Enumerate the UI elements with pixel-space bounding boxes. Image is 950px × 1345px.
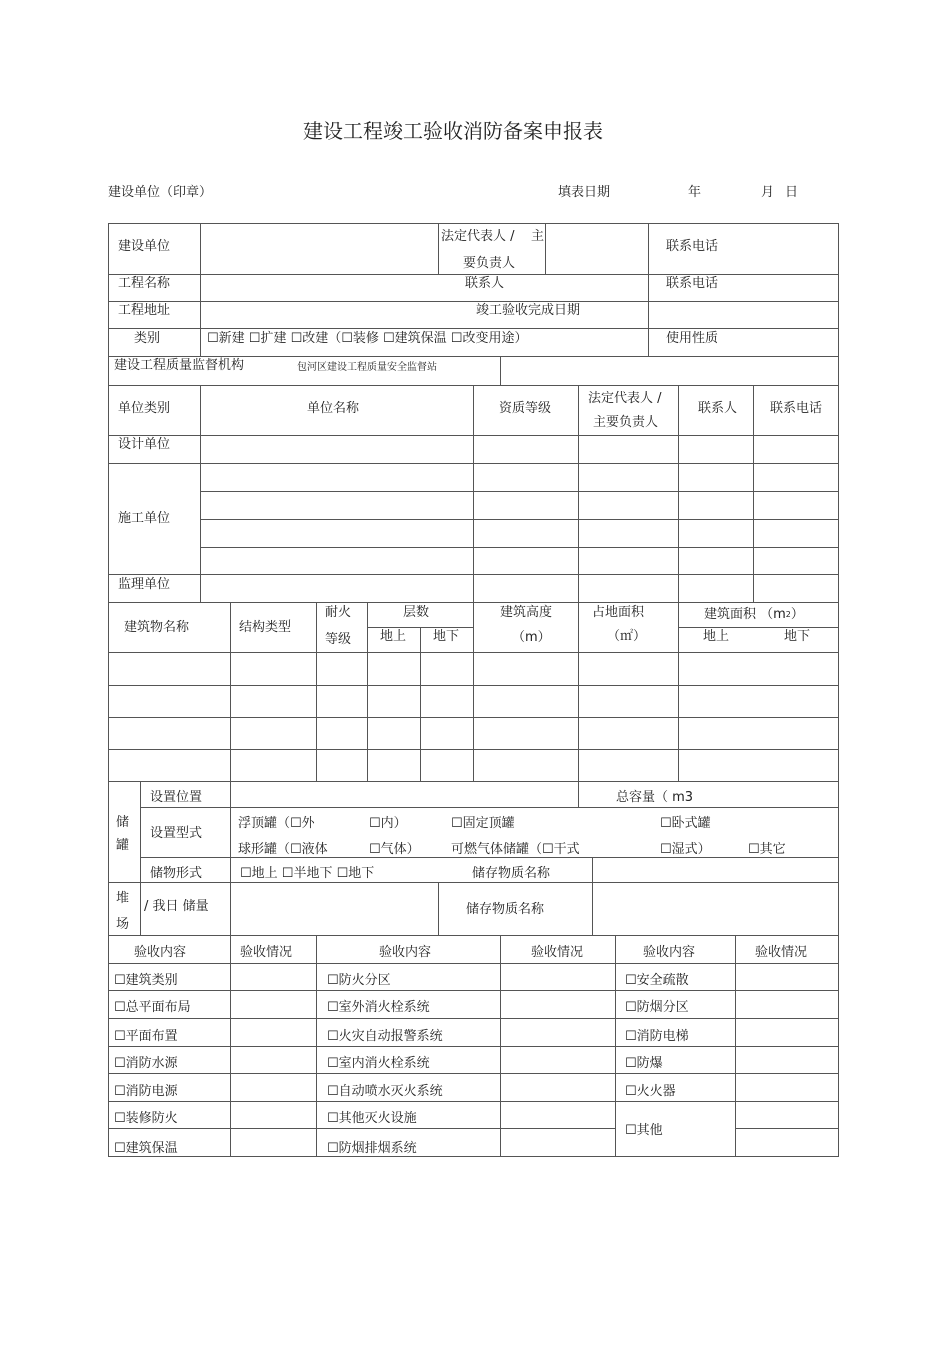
check-sprinkler[interactable]: ☐自动喷水灭火系统 — [327, 1084, 443, 1099]
completion-date-label: 竣工验收完成日期 — [476, 303, 581, 318]
legal-rep-label-3: 要负责人 — [463, 256, 516, 271]
tank-label-bottom: 罐 — [116, 838, 130, 853]
floor-area-sup: 2 — [785, 610, 791, 619]
floors-above-header: 地上 — [380, 629, 407, 644]
check-other-extinguishing[interactable]: ☐其他灭火设施 — [327, 1111, 417, 1126]
yard-label-top: 堆 — [116, 891, 130, 906]
grid-line-vertical — [578, 602, 579, 808]
check-site-layout[interactable]: ☐总平面布局 — [114, 1000, 191, 1015]
tank-capacity-label: 总容量（ m3 — [616, 790, 694, 805]
grid-line-horizontal — [108, 1101, 839, 1102]
floors-header: 层数 — [403, 605, 430, 620]
grid-line-vertical — [230, 935, 231, 1157]
other-tank-option[interactable]: ☐其它 — [748, 842, 786, 857]
flammable-gas-option[interactable]: 可燃气体储罐（☐干式 — [451, 842, 580, 857]
grid-line-horizontal — [678, 627, 839, 628]
fill-date-label: 填表日期 — [558, 185, 611, 200]
legal-rep-label: 法定代表人 / — [441, 229, 515, 244]
grid-line-horizontal — [108, 935, 839, 936]
land-area-header: 占地面积 — [592, 605, 645, 620]
grid-line-horizontal — [108, 1128, 616, 1129]
usage-label: 使用性质 — [666, 331, 719, 346]
grid-line-horizontal — [200, 547, 839, 548]
phone-label-2: 联系电话 — [666, 276, 719, 291]
day-label: 日 — [785, 185, 799, 200]
grid-line-vertical — [592, 857, 593, 936]
grid-line-horizontal — [108, 328, 839, 329]
check-decoration-fire[interactable]: ☐装修防火 — [114, 1111, 178, 1126]
height-header: 建筑高度 — [500, 605, 553, 620]
check-fire-power[interactable]: ☐消防电源 — [114, 1084, 178, 1099]
building-name-header: 建筑物名称 — [124, 620, 190, 635]
year-label: 年 — [688, 185, 702, 200]
grid-line-vertical — [578, 385, 579, 603]
grid-line-horizontal — [200, 519, 839, 520]
grid-line-vertical — [473, 602, 474, 782]
check-evacuation[interactable]: ☐安全疏散 — [625, 973, 689, 988]
grid-line-vertical — [108, 223, 109, 1157]
supervision-agency-value: 包河区建设工程质量安全监督站 — [297, 362, 437, 373]
grid-line-vertical — [735, 935, 736, 1157]
supervision-agency-label: 建设工程质量监督机构 — [114, 358, 245, 373]
construction-unit-label: 施工单位 — [118, 511, 171, 526]
grid-line-vertical — [438, 223, 439, 275]
grid-line-vertical — [838, 223, 839, 1157]
grid-line-vertical — [316, 935, 317, 1157]
unit-phone-header: 联系电话 — [770, 401, 823, 416]
grid-line-horizontal — [140, 807, 839, 808]
check-indoor-hydrant[interactable]: ☐室内消火栓系统 — [327, 1056, 430, 1071]
grid-line-vertical — [500, 356, 501, 386]
grid-line-vertical — [140, 781, 141, 936]
fire-rating-header-2: 等级 — [325, 632, 352, 647]
grid-line-vertical — [753, 385, 754, 603]
grid-line-horizontal — [108, 1073, 839, 1074]
height-unit: （m） — [512, 630, 551, 645]
design-unit-label: 设计单位 — [118, 437, 171, 452]
form-title: 建设工程竣工验收消防备案申报表 — [303, 119, 603, 143]
grid-line-vertical — [615, 935, 616, 1157]
fixed-roof-option[interactable]: ☐固定顶罐 — [451, 816, 515, 831]
grid-line-vertical — [316, 602, 317, 782]
grid-line-horizontal — [108, 1046, 839, 1047]
grid-line-vertical — [438, 882, 439, 936]
grid-line-vertical — [200, 223, 201, 357]
inspection-content-header-3: 验收内容 — [643, 945, 696, 960]
category-options[interactable]: ☐新建 ☐扩建 ☐改建（☐装修 ☐建筑保温 ☐改变用途） — [207, 331, 528, 346]
grid-line-vertical — [545, 223, 546, 275]
grid-line-horizontal — [108, 963, 839, 964]
applicant-seal-label: 建设单位（印章） — [108, 185, 213, 200]
unit-contact-header: 联系人 — [698, 401, 738, 416]
inspection-status-header-2: 验收情况 — [531, 945, 584, 960]
grid-line-vertical — [200, 385, 201, 603]
project-name-label: 工程名称 — [118, 276, 171, 291]
check-other[interactable]: ☐其他 — [625, 1123, 663, 1138]
builder-label: 建设单位 — [118, 239, 171, 254]
floor-area-below-header: 地下 — [784, 629, 811, 644]
grid-line-horizontal — [108, 990, 839, 991]
grid-line-horizontal — [108, 1156, 839, 1157]
phone-label: 联系电话 — [666, 239, 719, 254]
grid-line-vertical — [230, 602, 231, 782]
check-outdoor-hydrant[interactable]: ☐室外消火栓系统 — [327, 1000, 430, 1015]
check-extinguisher[interactable]: ☐火火器 — [625, 1084, 676, 1099]
contact-label: 联系人 — [465, 276, 505, 291]
fire-rating-header: 耐火 — [325, 605, 352, 620]
tank-position-label: 设置位置 — [150, 790, 203, 805]
check-fire-compartment[interactable]: ☐防火分区 — [327, 973, 391, 988]
check-insulation[interactable]: ☐建筑保温 — [114, 1141, 178, 1156]
storage-form-options[interactable]: ☐地上 ☐半地下 ☐地下 — [240, 866, 375, 881]
check-explosion-proof[interactable]: ☐防爆 — [625, 1056, 663, 1071]
check-fire-alarm[interactable]: ☐火灾自动报警系统 — [327, 1029, 443, 1044]
floating-roof-option[interactable]: 浮顶罐（☐外 — [238, 816, 315, 831]
grid-line-vertical — [473, 385, 474, 603]
inner-option[interactable]: ☐内） — [369, 816, 407, 831]
floor-area-close: ） — [790, 607, 804, 622]
wet-option[interactable]: ☐湿式） — [660, 842, 711, 857]
spherical-tank-option[interactable]: 球形罐（☐液体 — [238, 842, 328, 857]
grid-line-horizontal — [108, 1018, 839, 1019]
grid-line-horizontal — [108, 223, 839, 224]
gas-option[interactable]: ☐气体） — [369, 842, 420, 857]
check-building-category[interactable]: ☐建筑类别 — [114, 973, 178, 988]
grid-line-vertical — [367, 602, 368, 782]
yard-storage-label: / 我日 储量 — [144, 899, 209, 914]
unit-legal-header-2: 主要负责人 — [593, 415, 659, 430]
grid-line-horizontal — [108, 274, 839, 275]
check-floor-plan[interactable]: ☐平面布置 — [114, 1029, 178, 1044]
check-fire-water[interactable]: ☐消防水源 — [114, 1056, 178, 1071]
unit-type-header: 单位类别 — [118, 401, 171, 416]
grid-line-horizontal — [735, 1128, 839, 1129]
qualification-header: 资质等级 — [499, 401, 552, 416]
unit-name-header: 单位名称 — [307, 401, 360, 416]
project-address-label: 工程地址 — [118, 303, 171, 318]
check-smoke-zone[interactable]: ☐防烟分区 — [625, 1000, 689, 1015]
grid-line-vertical — [230, 781, 231, 936]
grid-line-horizontal — [108, 301, 839, 302]
supervision-unit-label: 监理单位 — [118, 577, 171, 592]
unit-legal-header: 法定代表人 / — [588, 391, 662, 406]
inspection-status-header-3: 验收情况 — [755, 945, 808, 960]
grid-line-vertical — [500, 935, 501, 1157]
category-label: 类别 — [134, 331, 161, 346]
grid-line-horizontal — [108, 882, 839, 883]
inspection-content-header-1: 验收内容 — [134, 945, 187, 960]
floor-area-header — [704, 607, 804, 622]
structure-type-header: 结构类型 — [239, 620, 292, 635]
land-area-unit: （㎡） — [607, 629, 647, 644]
storage-form-label: 储物形式 — [150, 866, 203, 881]
check-smoke-exhaust[interactable]: ☐防烟排烟系统 — [327, 1141, 417, 1156]
tank-label-top: 储 — [116, 815, 130, 830]
grid-line-horizontal — [140, 857, 839, 858]
grid-line-vertical — [678, 385, 679, 603]
inspection-content-header-2: 验收内容 — [379, 945, 432, 960]
grid-line-vertical — [648, 223, 649, 357]
tank-substance-label: 储存物质名称 — [472, 866, 551, 881]
grid-line-horizontal — [200, 491, 839, 492]
yard-label-bottom: 场 — [116, 917, 130, 932]
inspection-status-header-1: 验收情况 — [240, 945, 293, 960]
legal-rep-label-2: 主 — [531, 229, 545, 244]
floor-area-text: 建筑面积 （m — [704, 607, 786, 622]
grid-line-vertical — [420, 627, 421, 782]
month-label: 月 — [761, 185, 775, 200]
tank-type-label: 设置型式 — [150, 826, 203, 841]
grid-line-vertical — [678, 602, 679, 782]
yard-substance-label: 储存物质名称 — [466, 902, 545, 917]
check-fire-elevator[interactable]: ☐消防电梯 — [625, 1029, 689, 1044]
grid-line-horizontal — [108, 356, 839, 357]
floor-area-above-header: 地上 — [703, 629, 730, 644]
horizontal-tank-option[interactable]: ☐卧式罐 — [660, 816, 711, 831]
floors-below-header: 地下 — [433, 629, 460, 644]
